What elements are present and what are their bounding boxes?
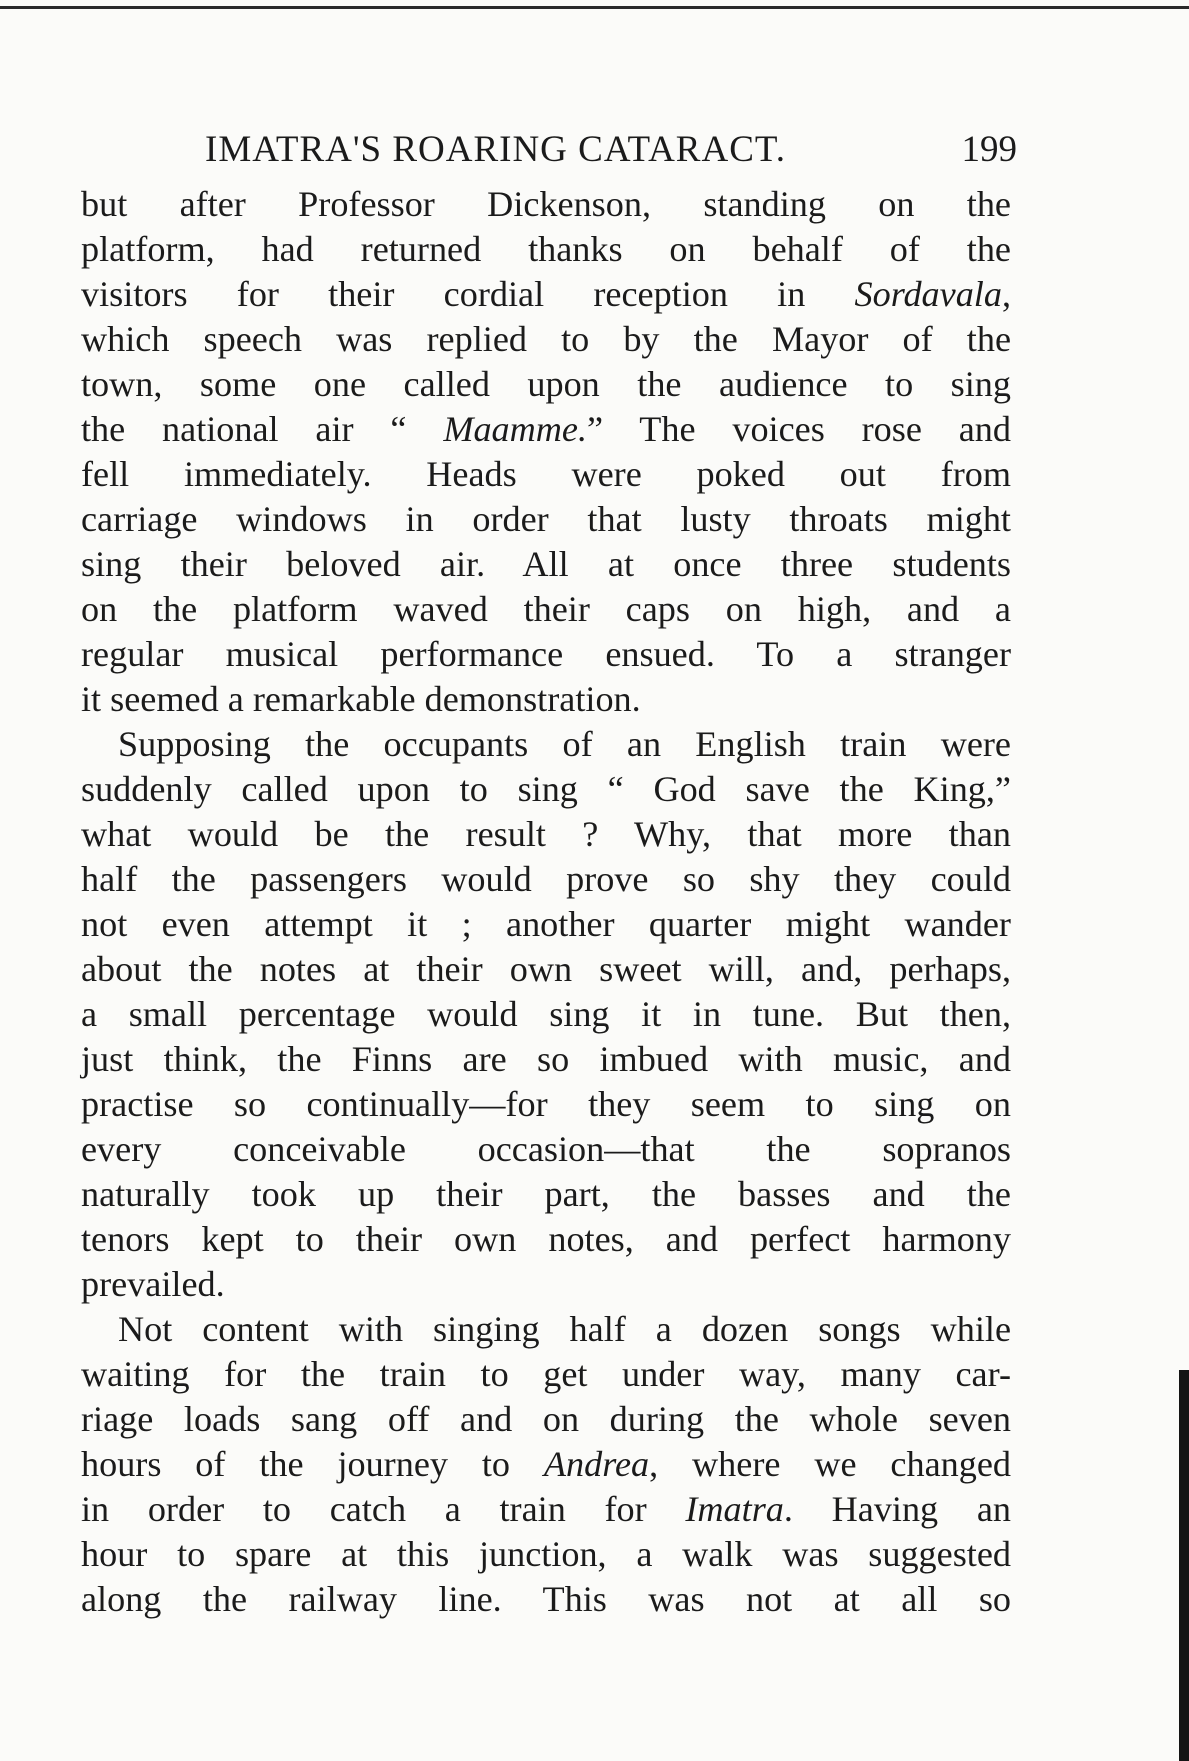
text-line: half the passengers would prove so shy they could	[81, 859, 1011, 899]
text-line: suddenly called upon to sing “ God save the King,”	[81, 769, 1011, 809]
text-line: which speech was replied to by the Mayor of the	[81, 319, 1011, 359]
scan-edge-shadow	[1179, 1370, 1189, 1761]
text-line: fell immediately. Heads were poked out from	[81, 454, 1011, 494]
paragraph-1	[81, 182, 1011, 722]
text-line: what would be the result ? Why, that more than	[81, 814, 1011, 854]
text-line: about the notes at their own sweet will, and, perhaps,	[81, 949, 1011, 989]
text-line: naturally took up their part, the basses and the	[81, 1174, 1011, 1214]
text-line: but after Professor Dickenson, standing on the	[81, 184, 1011, 224]
text-line: visitors for their cordial reception in Sordavala,	[81, 274, 1011, 314]
text-line: in order to catch a train for Imatra. Having an	[81, 1489, 1011, 1529]
text-line: prevailed.	[81, 1264, 225, 1304]
text-line: hour to spare at this junction, a walk was suggested	[81, 1534, 1011, 1574]
top-edge-rule	[0, 6, 1189, 9]
text-line: regular musical performance ensued. To a stranger	[81, 634, 1011, 674]
text-line: every conceivable occasion—that the sopranos	[81, 1129, 1011, 1169]
text-line: sing their beloved air. All at once three students	[81, 544, 1011, 584]
text-line: riage loads sang off and on during the whole seven	[81, 1399, 1011, 1439]
page-number: 199	[961, 129, 1017, 170]
text-line: it seemed a remarkable demonstration.	[81, 679, 641, 719]
text-line: on the platform waved their caps on high, and a	[81, 589, 1011, 629]
paragraph-3	[81, 1307, 1011, 1622]
text-line: carriage windows in order that lusty throats might	[81, 499, 1011, 539]
paragraph-2	[81, 722, 1011, 1307]
text-line: practise so continually—for they seem to sing on	[81, 1084, 1011, 1124]
text-line: hours of the journey to Andrea, where we changed	[81, 1444, 1011, 1484]
text-line: a small percentage would sing it in tune. But then,	[81, 994, 1011, 1034]
text-line: Not content with singing half a dozen songs while	[118, 1309, 1011, 1349]
text-line: along the railway line. This was not at all so	[81, 1579, 1011, 1619]
text-line: platform, had returned thanks on behalf of the	[81, 229, 1011, 269]
text-line: town, some one called upon the audience to sing	[81, 364, 1011, 404]
text-line: Supposing the occupants of an English train were	[118, 724, 1011, 764]
text-line: just think, the Finns are so imbued with music, and	[81, 1039, 1011, 1079]
running-head	[81, 118, 1017, 178]
text-line: the national air “ Maamme.” The voices rose and	[81, 409, 1011, 449]
text-line: not even attempt it ; another quarter might wander	[81, 904, 1011, 944]
text-line: waiting for the train to get under way, many car-	[81, 1354, 1011, 1394]
running-title: IMATRA'S ROARING CATARACT.	[205, 129, 786, 170]
book-page	[81, 118, 1017, 1622]
text-line: tenors kept to their own notes, and perfect harmony	[81, 1219, 1011, 1259]
